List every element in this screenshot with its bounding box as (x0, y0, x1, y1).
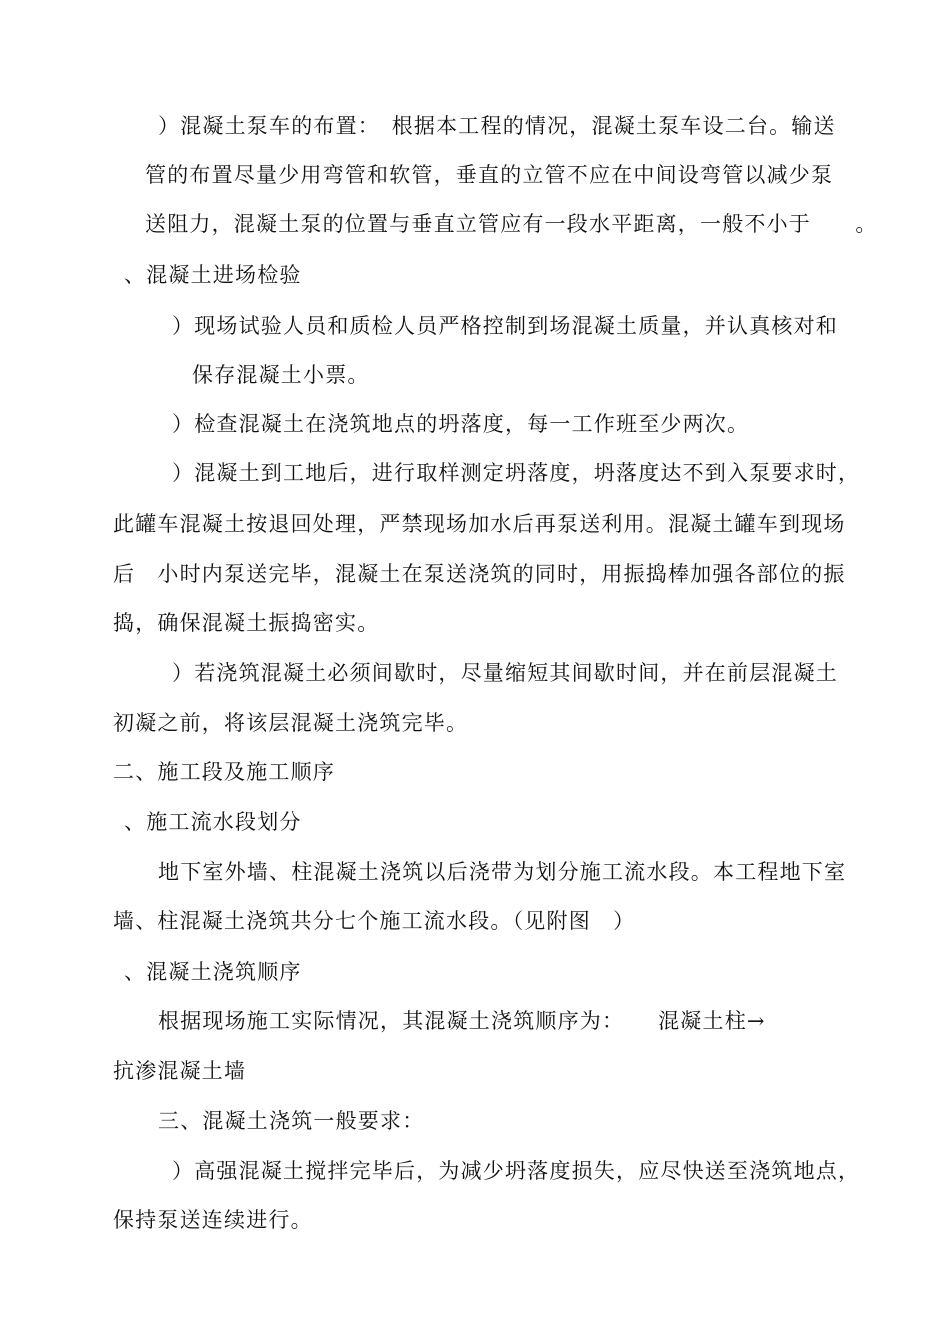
text-line: 墙、柱混凝土浇筑共分七个施工流水段。（见附图 ） (113, 909, 636, 933)
text-line: ）检查混凝土在浇筑地点的坍落度，每一工作班至少两次。 (172, 412, 750, 436)
section-heading: 三、混凝土浇筑一般要求： (158, 1109, 425, 1133)
text-line: 捣，确保混凝土振捣密实。 (113, 611, 380, 635)
text-line: 管的布置尽量少用弯管和软管，垂直的立管不应在中间设弯管以减少泵 (145, 163, 834, 187)
text-line: ）混凝土到工地后，进行取样测定坍落度，坍落度达不到入泵要求时， (172, 461, 861, 485)
text-line: 此罐车混凝土按退回处理，严禁现场加水后再泵送利用。混凝土罐车到现场 (113, 512, 846, 536)
text-line: ）高强混凝土搅拌完毕后，为减少坍落度损失，应尽快送至浇筑地点， (172, 1159, 861, 1183)
section-heading: 、混凝土进场检验 (124, 263, 302, 287)
text-line: ）若浇筑混凝土必须间歇时，尽量缩短其间歇时间，并在前层混凝土 (172, 661, 838, 685)
text-line: 抗渗混凝土墙 (113, 1059, 247, 1083)
text-line: 保持泵送连续进行。 (113, 1208, 313, 1232)
text-line: ）现场试验人员和质检人员严格控制到场混凝土质量，并认真核对和 (172, 314, 838, 338)
section-heading: 二、施工段及施工顺序 (113, 760, 335, 784)
text-line: 地下室外墙、柱混凝土浇筑以后浇带为划分施工流水段。本工程地下室 (158, 860, 847, 884)
text-line: ）混凝土泵车的布置： 根据本工程的情况，混凝土泵车设二台。输送 (158, 114, 836, 138)
section-heading: 、施工流水段划分 (124, 810, 302, 834)
text-line: 后 小时内泵送完毕，混凝土在泵送浇筑的同时，用振捣棒加强各部位的振 (113, 562, 846, 586)
text-line: 送阻力，混凝土泵的位置与垂直立管应有一段水平距离，一般不小于 。 (145, 212, 878, 236)
text-line: 保存混凝土小票。 (192, 363, 370, 387)
text-line: 根据现场施工实际情况，其混凝土浇筑顺序为： 混凝土柱→ (158, 1009, 766, 1033)
section-heading: 、混凝土浇筑顺序 (124, 960, 302, 984)
text-line: 初凝之前，将该层混凝土浇筑完毕。 (113, 711, 469, 735)
